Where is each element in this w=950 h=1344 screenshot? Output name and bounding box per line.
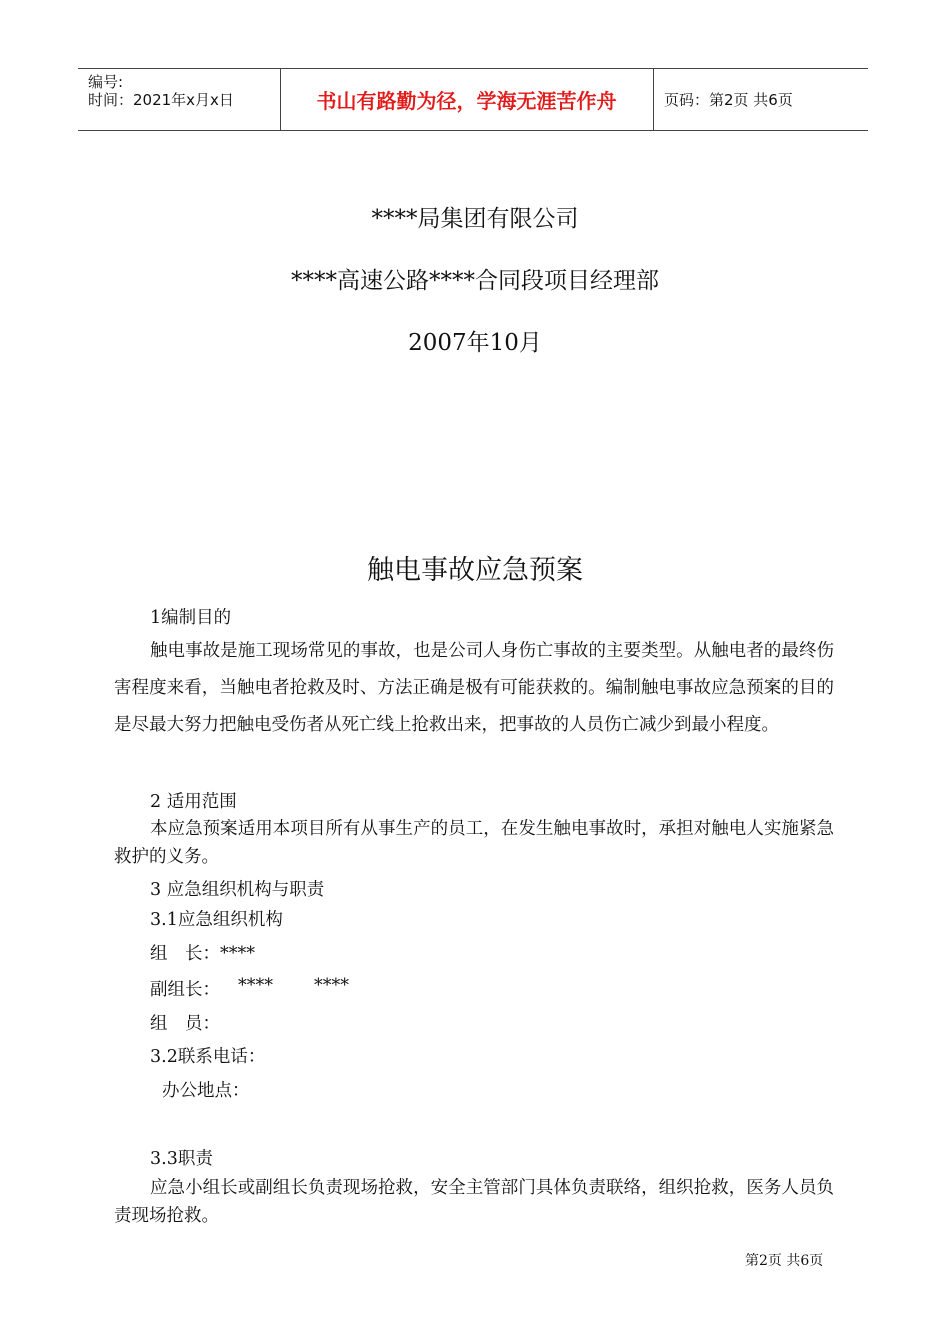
section-1-text: 触电事故是施工现场常见的事故，也是公司人身伤亡事故的主要类型。从触电者的最终伤害程度来看，当触电者抢救及时、方法正确是极有可能获救的。编制触电事故应急预案的目的是尽最大努力把触电受伤者从死亡线上抢救出来，把事故的人员伤亡减少到最小程度。: [114, 641, 834, 735]
document-date: 2007年10月: [408, 330, 542, 356]
number-label: 编号:: [88, 73, 124, 91]
section-3-3-heading: 3.3职责: [150, 1149, 213, 1169]
header-page-label: 页码：第2页 共6页: [664, 91, 793, 109]
vice-leader-label: 副组长：: [150, 980, 220, 1000]
vice-leader-2: ****: [314, 976, 349, 996]
department-name: ****高速公路****合同段项目经理部: [291, 268, 659, 294]
page-header: [78, 68, 868, 131]
section-2-text: 本应急预案适用本项目所有从事生产的员工，在发生触电事故时，承担对触电人实施紧急救护的义务。: [114, 819, 834, 867]
section-3-2-heading: 3.2联系电话：: [150, 1047, 266, 1067]
document-title: 触电事故应急预案: [367, 555, 583, 586]
section-2-heading: 2 适用范围: [150, 792, 237, 812]
section-3-heading: 3 应急组织机构与职责: [150, 880, 325, 900]
section-3-1-heading: 3.1应急组织机构: [150, 910, 283, 930]
footer-page-number: 第2页 共6页: [745, 1253, 824, 1269]
header-motto: 书山有路勤为径，学海无涯苦作舟: [280, 69, 654, 130]
section-3-3-text: 应急小组长或副组长负责现场抢救，安全主管部门具体负责联络，组织抢救，医务人员负责现场抢救。: [114, 1178, 834, 1226]
time-label: 时间：2021年x月x日: [88, 91, 234, 109]
members-line: 组 员：: [150, 1014, 220, 1034]
section-1-heading: 1编制目的: [150, 608, 232, 628]
leader-line: 组 长：****: [150, 944, 255, 964]
vice-leader-1: ****: [238, 976, 273, 996]
office-line: 办公地点：: [162, 1081, 250, 1101]
header-info-cell: [78, 69, 281, 130]
company-name: ****局集团有限公司: [371, 206, 579, 232]
